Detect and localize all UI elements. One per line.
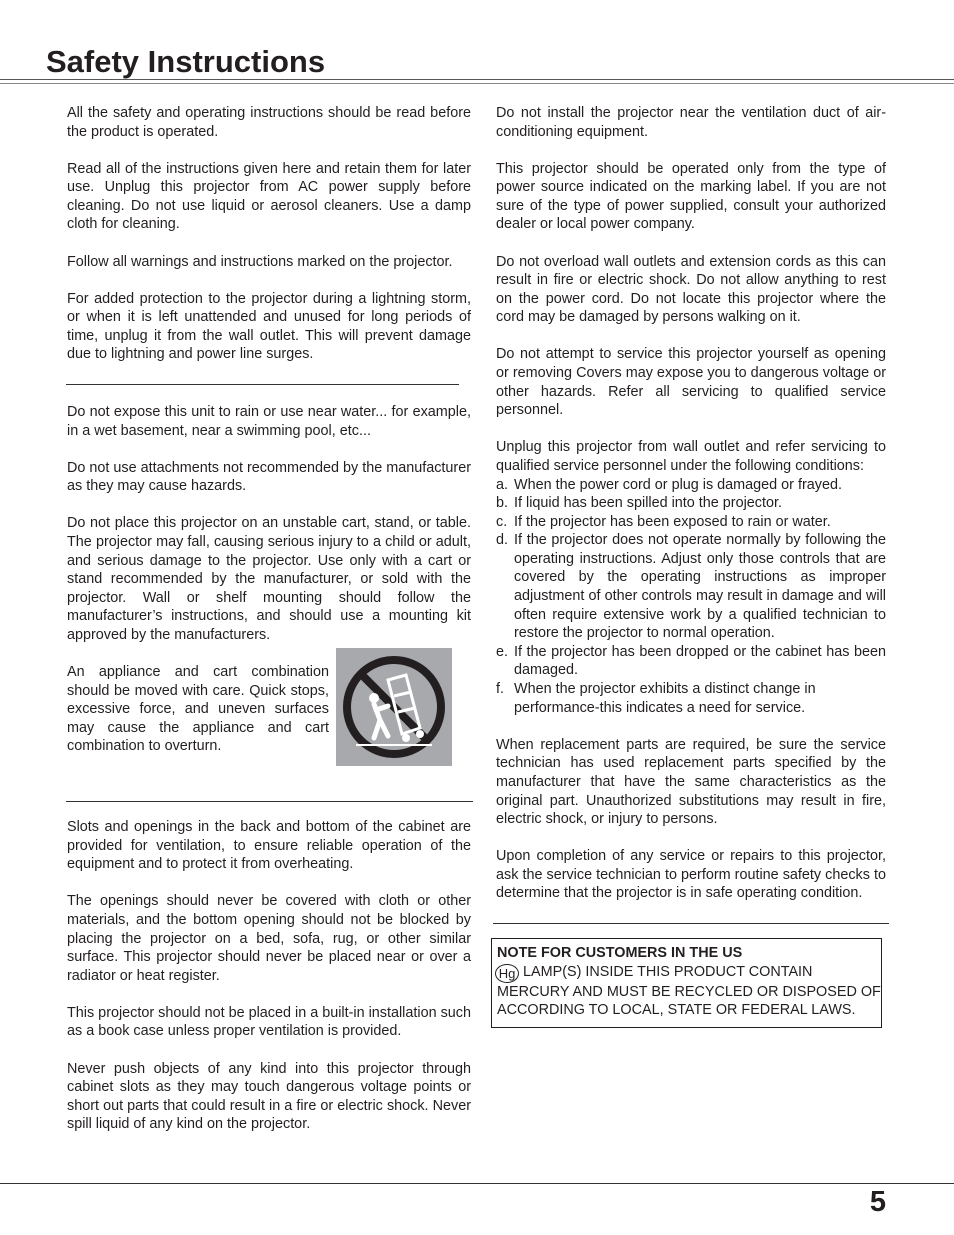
list-marker: e. (496, 643, 509, 660)
list-marker: b. (496, 495, 509, 512)
list-item (496, 513, 886, 532)
section-divider (493, 923, 889, 924)
list-marker: d. (496, 532, 509, 549)
cart-warning-text: An appliance and cart combination should be moved with care. Quick stops, excessive force, and uneven surfaces may cause the appliance and cart combination to overturn. (67, 664, 329, 755)
paragraph: Do not use attachments not recommended by the manufacturer as they may cause hazards. (67, 459, 471, 495)
list-item-text: If the projector has been exposed to rain or water. (514, 513, 831, 530)
section-divider (66, 801, 473, 802)
cart-tip-over-warning-icon (336, 648, 452, 766)
service-intro: Unplug this projector from wall outlet and refer servicing to qualified service personnel under the following conditions: (496, 439, 886, 474)
us-customer-note-box (491, 938, 882, 1028)
title-rule-secondary (0, 83, 954, 84)
list-item-text: If the projector does not operate normally by following the operating instructions. Adjust only those controls that are covered by the operating instructions as improper adjustment of other controls may result in damage and will often require extensive work by a qualified technician to restore the projector to normal operation. (514, 532, 886, 642)
paragraph: Follow all warnings and instructions marked on the projector. (67, 253, 453, 270)
paragraph: This projector should not be placed in a built-in installation such as a book case unless proper ventilation is provided. (67, 1004, 471, 1040)
list-marker: a. (496, 476, 509, 493)
paragraph: When replacement parts are required, be sure the service technician has used replacement parts specified by the manufacturer that have the same characteristics as the original part. Unauthorized substitutions may result in fire, electric shock, or injury to persons. (496, 736, 886, 828)
paragraph: Upon completion of any service or repairs to this projector, ask the service technician to perform routine safety checks to determine that the projector is in safe operating condition. (496, 848, 886, 902)
paragraph: For added protection to the projector during a lightning storm, or when it is left unattended and unused for long periods of time, unplug it from the wall outlet. This will prevent damage due to lightning and power line surges. (67, 290, 471, 363)
paragraph: Never push objects of any kind into this projector through cabinet slots as they may touch dangerous voltage points or short out parts that could result in a fire or electric shock. Never spill liquid of any kind on the projector. (67, 1060, 471, 1133)
paragraph: Slots and openings in the back and bottom of the cabinet are provided for ventilation, to ensure reliable operation of the equipment and to protect it from overheating. (67, 819, 471, 873)
list-item-text: When the power cord or plug is damaged or frayed. (514, 476, 842, 493)
list-item (496, 531, 886, 643)
list-item-text: If the projector has been dropped or the cabinet has been damaged. (514, 643, 886, 679)
paragraph: Do not overload wall outlets and extension cords as this can result in fire or electric shock. Do not allow anything to rest on the power cord. Do not locate this projector where the cord may be damaged by persons walking on it. (496, 253, 886, 326)
page-title: Safety Instructions (46, 44, 326, 79)
list-marker: c. (496, 513, 508, 530)
cart-warning-block (67, 663, 471, 783)
list-item (496, 680, 886, 717)
mercury-hg-symbol: Hg (495, 964, 519, 983)
paragraph: Do not place this projector on an unstable cart, stand, or table. The projector may fall, causing serious injury to a child or adult, and serious damage to the projector. Use only with a cart or stand recommended by the manufacturer, or sold with the projector. Wall or shelf mounting should follow the manufacturer’s instructions, and should use a mounting kit approved by the manufacturers. (67, 515, 471, 643)
page-number: 5 (869, 1186, 886, 1218)
paragraph: Do not install the projector near the ventilation duct of air-conditioning equipment. (496, 105, 886, 140)
list-item (496, 476, 886, 495)
list-item-text: If liquid has been spilled into the projector. (514, 495, 782, 512)
list-marker: f. (496, 681, 504, 698)
list-item (496, 494, 886, 513)
service-conditions-list (496, 476, 886, 718)
list-item (496, 643, 886, 680)
paragraph: This projector should be operated only from the type of power source indicated on the marking label. If you are not sure of the type of power supplied, consult your authorized dealer or local power company. (496, 160, 886, 233)
paragraph: Do not expose this unit to rain or use near water... for example, in a wet basement, near a swimming pool, etc... (67, 404, 471, 439)
note-body (497, 963, 881, 1020)
footer-rule (0, 1183, 954, 1184)
paragraph: The openings should never be covered with cloth or other materials, and the bottom opening should not be blocked by placing the projector on a bed, sofa, rug, or other similar surface. This projector should never be placed near or over a radiator or heat register. (67, 893, 471, 984)
list-item-text: When the projector exhibits a distinct change in performance-this indicates a need for service. (514, 681, 816, 716)
paragraph: Read all of the instructions given here and retain them for later use. Unplug this projector from AC power supply before cleaning. Do not use liquid or aerosol cleaners. Use a damp cloth for cleaning. (67, 160, 471, 233)
title-rule (0, 79, 954, 80)
note-text: LAMP(S) INSIDE THIS PRODUCT CONTAIN MERCURY AND MUST BE RECYCLED OR DISPOSED OF ACCORDING TO LOCAL, STATE OR FEDERAL LAWS. (497, 963, 881, 1019)
section-divider (66, 384, 459, 385)
paragraph: Do not attempt to service this projector yourself as opening or removing Covers may expose you to dangerous voltage or other hazards. Refer all servicing to qualified service personnel. (496, 346, 886, 419)
paragraph: All the safety and operating instructions should be read before the product is operated. (67, 105, 471, 140)
right-column (496, 104, 886, 1028)
note-title: NOTE FOR CUSTOMERS IN THE US (497, 944, 743, 961)
left-column (67, 104, 471, 1152)
